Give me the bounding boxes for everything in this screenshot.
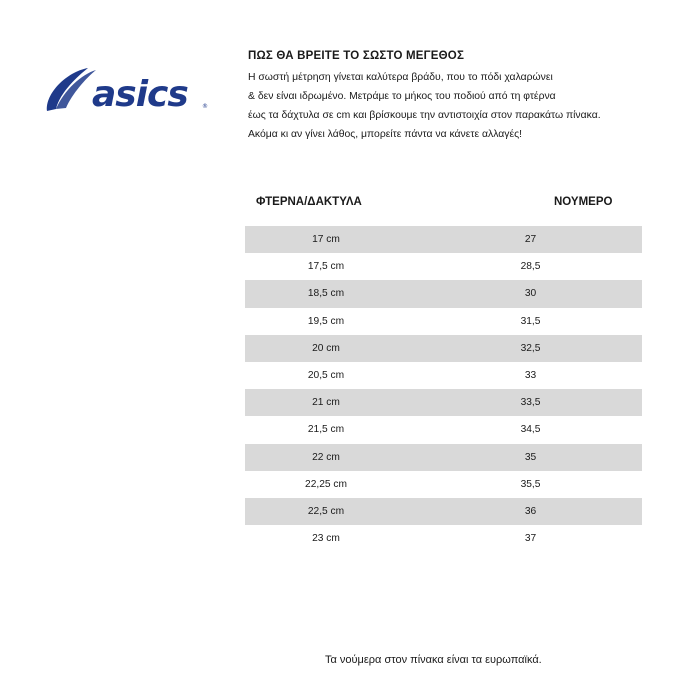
intro-block xyxy=(248,50,668,144)
size-cell: 34,5 xyxy=(520,424,541,436)
size-cell: 27 xyxy=(524,234,537,246)
size-cell: 36 xyxy=(524,505,537,517)
table-row xyxy=(245,280,642,307)
intro-line: έως τα δάχτυλα σε cm και βρίσκουμε την αντιστοιχία στον παρακάτω πίνακα. xyxy=(248,110,601,121)
size-cell: 28,5 xyxy=(520,261,541,273)
size-cell: 32,5 xyxy=(520,342,541,354)
size-cell: 35 xyxy=(524,451,537,463)
table-row xyxy=(245,226,642,253)
length-cell: 20,5 cm xyxy=(307,370,345,382)
intro-title: ΠΩΣ ΘΑ ΒΡΕΙΤΕ ΤΟ ΣΩΣΤΟ ΜΕΓΕΘΟΣ xyxy=(248,50,465,62)
size-cell: 33 xyxy=(524,370,537,382)
column-header-size: ΝΟΥΜΕΡΟ xyxy=(554,196,613,208)
length-cell: 22 cm xyxy=(312,451,340,463)
table-row xyxy=(245,416,642,443)
intro-line: & δεν είναι ιδρωμένο. Μετράμε το μήκος του ποδιού από τη φτέρνα xyxy=(248,91,556,102)
size-cell: 30 xyxy=(524,288,537,300)
table-row xyxy=(245,362,642,389)
table-row xyxy=(245,335,642,362)
length-cell: 21,5 cm xyxy=(307,424,345,436)
length-cell: 17,5 cm xyxy=(307,261,345,273)
size-cell: 33,5 xyxy=(520,397,541,409)
length-cell: 19,5 cm xyxy=(307,315,345,327)
table-row xyxy=(245,389,642,416)
length-cell: 22,5 cm xyxy=(307,505,345,517)
intro-line: Η σωστή μέτρηση γίνεται καλύτερα βράδυ, που το πόδι χαλαρώνει xyxy=(248,72,553,83)
size-cell: 31,5 xyxy=(520,315,541,327)
table-row xyxy=(245,525,642,552)
length-cell: 18,5 cm xyxy=(307,288,345,300)
table-row xyxy=(245,308,642,335)
column-header-length: ΦΤΕΡΝΑ/ΔΑΚΤΥΛΑ xyxy=(256,196,362,208)
length-cell: 17 cm xyxy=(312,234,340,246)
size-cell: 37 xyxy=(524,533,537,545)
size-cell: 35,5 xyxy=(520,478,541,490)
table-row xyxy=(245,444,642,471)
asics-logo xyxy=(44,64,210,114)
table-row xyxy=(245,253,642,280)
length-cell: 20 cm xyxy=(312,342,340,354)
size-table xyxy=(245,226,642,552)
table-row xyxy=(245,498,642,525)
table-row xyxy=(245,471,642,498)
length-cell: 23 cm xyxy=(312,533,340,545)
intro-line: Ακόμα κι αν γίνει λάθος, μπορείτε πάντα να κάνετε αλλαγές! xyxy=(248,129,522,140)
length-cell: 21 cm xyxy=(312,397,340,409)
svg-text:®: ® xyxy=(202,103,208,110)
footnote: Τα νούμερα στον πίνακα είναι τα ευρωπαϊκά. xyxy=(325,654,542,666)
length-cell: 22,25 cm xyxy=(305,478,347,490)
asics-wordmark: asics xyxy=(92,74,188,114)
